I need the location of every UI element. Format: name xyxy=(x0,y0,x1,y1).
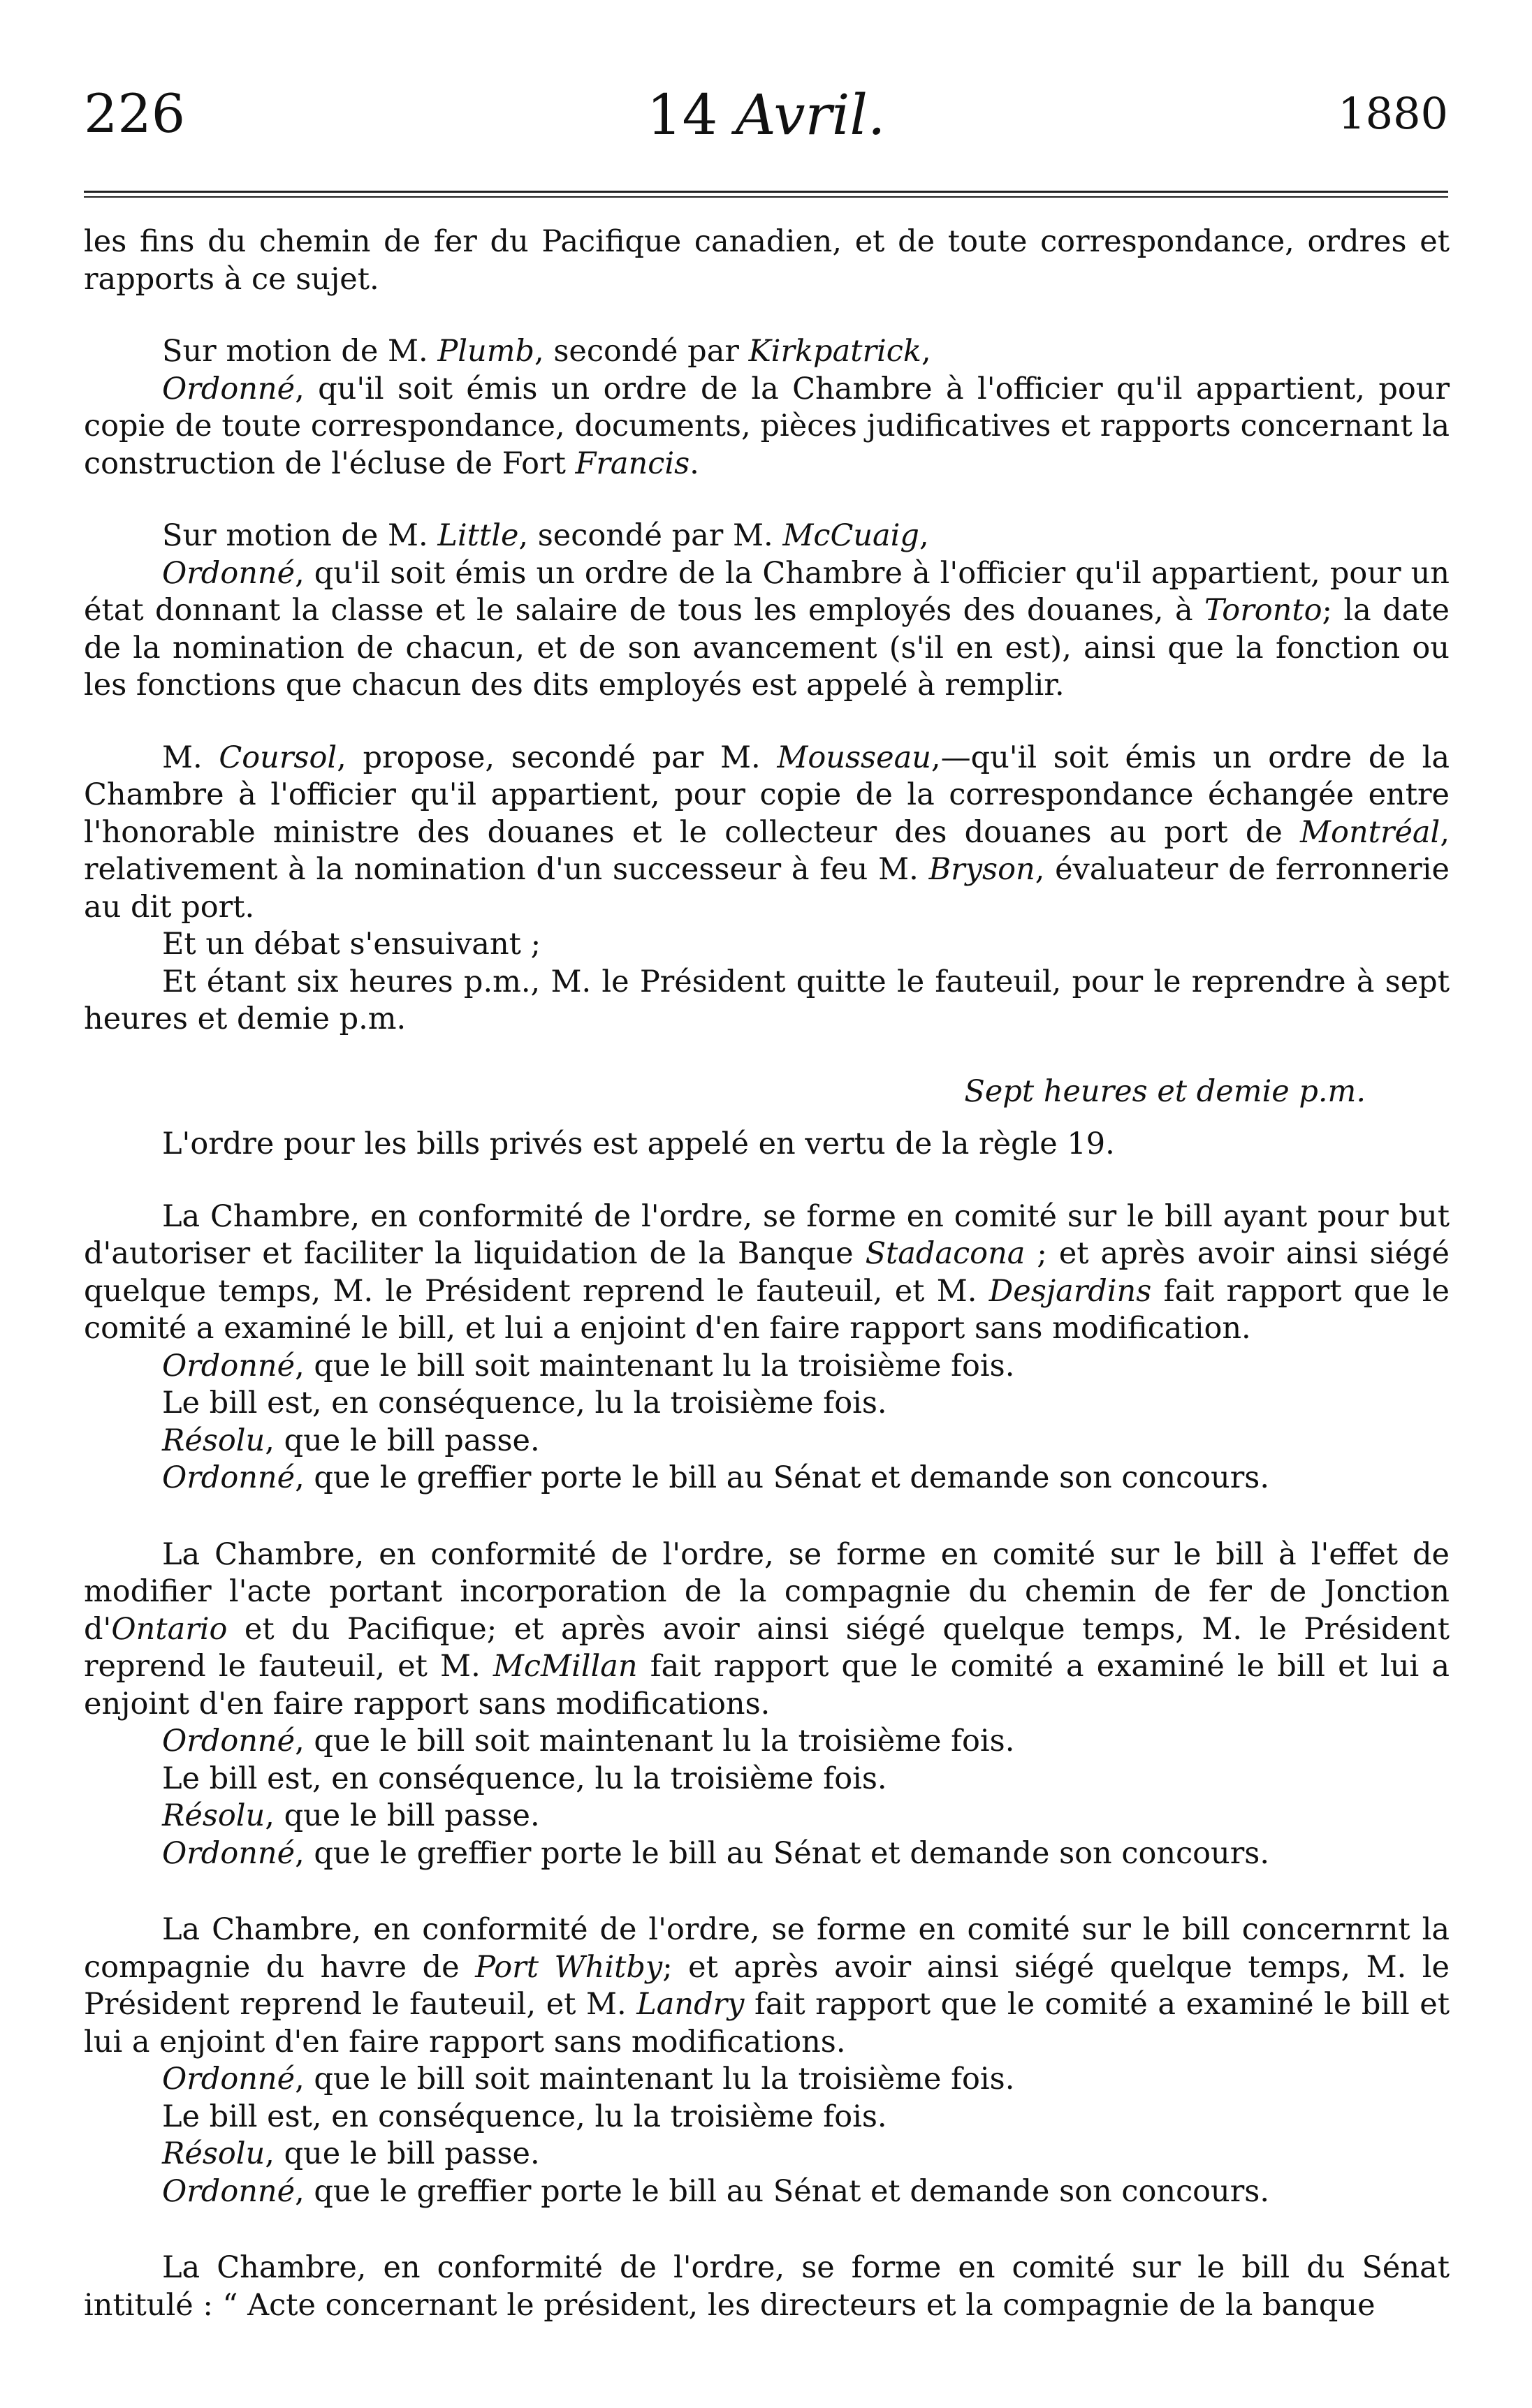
paragraph: M. Coursol, propose, secondé par M. Mousseau,—qu'il soit émis un ordre de la Chambre à l'officier qu'il appartient, pour copie de la correspondance échangée entre l'honorable ministre des douanes et le collecteur des douanes au port de Montréal, relativement à la nomination d'un successeur à feu M. Bryson, évaluateur de ferronnerie au dit port. xyxy=(84,740,1450,925)
motion-intro: Sur motion de M. Plumb, secondé par Kirkpatrick, xyxy=(162,334,931,369)
paragraph: La Chambre, en conformité de l'ordre, se forme en comité sur le bill ayant pour but d'autoriser et faciliter la liquidation de la Banque Stadacona ; et après avoir ainsi siégé quelque temps, M. le Président reprend le fauteuil, et M. Desjardins fait rapport que le comité a examiné le bill, et lui a enjoint d'en faire rapport sans modification. xyxy=(84,1198,1450,1346)
formula-line: Résolu, que le bill passe. xyxy=(162,1423,540,1458)
formula-line: Ordonné, que le bill soit maintenant lu la troisième fois. xyxy=(162,1348,1015,1383)
paragraph: La Chambre, en conformité de l'ordre, se forme en comité sur le bill du Sénat intitulé : “ Acte concernant le président, les directeurs et la compagnie de la banque xyxy=(84,2250,1450,2323)
paragraph: Ordonné, qu'il soit émis un ordre de la Chambre à l'officier qu'il appartient, pour un état donnant la classe et le salaire de tous les employés des douanes, à Toronto; la date de la nomination de chacun, et de son avancement (s'il en est), ainsi que la fonction ou les fonctions que chacun des dits employés est appelé à remplir. xyxy=(84,555,1450,703)
paragraph: Ordonné, qu'il soit émis un ordre de la Chambre à l'officier qu'il appartient, pour copie de toute correspondance, documents, pièces judificatives et rapports concernant la construction de l'écluse de Fort Francis. xyxy=(84,371,1450,481)
paragraph: La Chambre, en conformité de l'ordre, se forme en comité sur le bill à l'effet de modifier l'acte portant incorporation de la compagnie du chemin de fer de Jonction d'Ontario et du Pacifique; et après avoir ainsi siégé quelque temps, M. le Président reprend le fauteuil, et M. McMillan fait rapport que le comité a examiné le bill et lui a enjoint d'en faire rapport sans modifications. xyxy=(84,1536,1450,1721)
page-date xyxy=(84,82,1448,147)
header-rule xyxy=(84,191,1448,198)
time-heading: Sept heures et demie p.m. xyxy=(964,1073,1366,1109)
page-header xyxy=(84,82,1448,159)
paragraph: Et un débat s'ensuivant ; xyxy=(162,927,541,962)
formula-line: Ordonné, que le greffier porte le bill au Sénat et demande son concours. xyxy=(162,1460,1270,1495)
formula-line: Résolu, que le bill passe. xyxy=(162,1798,540,1833)
formula-line: Le bill est, en conséquence, lu la troisième fois. xyxy=(162,2099,887,2134)
formula-line: Ordonné, que le greffier porte le bill au Sénat et demande son concours. xyxy=(162,1835,1270,1871)
paragraph: les fins du chemin de fer du Pacifique canadien, et de toute correspondance, ordres et rapports à ce sujet. xyxy=(84,224,1450,297)
date-day: 14 xyxy=(646,82,718,147)
page-number: 226 xyxy=(84,82,186,145)
formula-line: Résolu, que le bill passe. xyxy=(162,2136,540,2171)
page-year: 1880 xyxy=(1338,88,1448,139)
paragraph: L'ordre pour les bills privés est appelé en vertu de la règle 19. xyxy=(162,1126,1115,1161)
formula-line: Ordonné, que le bill soit maintenant lu la troisième fois. xyxy=(162,2062,1015,2097)
paragraph: Et étant six heures p.m., M. le Président quitte le fauteuil, pour le reprendre à sept heures et demie p.m. xyxy=(84,964,1450,1036)
date-month: Avril. xyxy=(735,82,886,147)
formula-line: Ordonné, que le bill soit maintenant lu la troisième fois. xyxy=(162,1724,1015,1759)
paragraph: La Chambre, en conformité de l'ordre, se forme en comité sur le bill concernrnt la compagnie du havre de Port Whitby; et après avoir ainsi siégé quelque temps, M. le Président reprend le fauteuil, et M. Landry fait rapport que le comité a examiné le bill et lui a enjoint d'en faire rapport sans modifications. xyxy=(84,1912,1450,2060)
formula-line: Ordonné, que le greffier porte le bill au Sénat et demande son concours. xyxy=(162,2173,1270,2209)
page-body xyxy=(84,223,1450,2324)
motion-intro: Sur motion de M. Little, secondé par M. McCuaig, xyxy=(162,518,929,553)
formula-line: Le bill est, en conséquence, lu la troisième fois. xyxy=(162,1386,887,1420)
formula-line: Le bill est, en conséquence, lu la troisième fois. xyxy=(162,1761,887,1796)
